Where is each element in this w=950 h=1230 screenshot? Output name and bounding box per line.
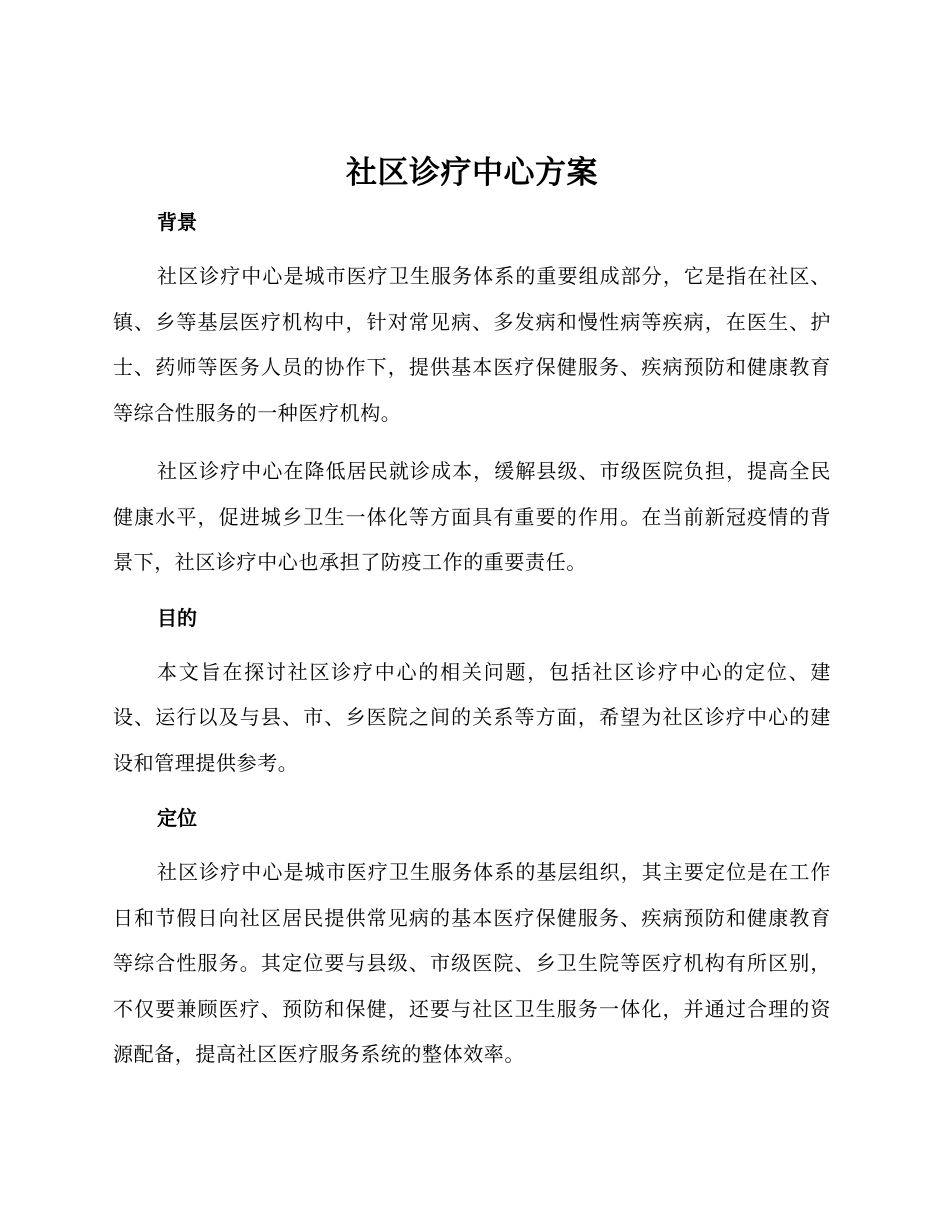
background-paragraph-2: 社区诊疗中心在降低居民就诊成本，缓解县级、市级医院负担，提高全民健康水平，促进城乡卫生一体化等方面具有重要的作用。在当前新冠疫情的背景下，社区诊疗中心也承担了防疫工作的重要责任。 <box>113 459 831 574</box>
document-title: 社区诊疗中心方案 <box>346 155 598 191</box>
purpose-paragraph-1: 本文旨在探讨社区诊疗中心的相关问题，包括社区诊疗中心的定位、建设、运行以及与县、市、乡医院之间的关系等方面，希望为社区诊疗中心的建设和管理提供参考。 <box>113 659 831 775</box>
section-heading-background: 背景 <box>157 210 197 234</box>
positioning-paragraph-1: 社区诊疗中心是城市医疗卫生服务体系的基层组织，其主要定位是在工作日和节假日向社区居民提供常见病的基本医疗保健服务、疾病预防和健康教育等综合性服务。其定位要与县级、市级医院、乡卫生院等医疗机构有所区别，不仅要兼顾医疗、预防和保健，还要与社区卫生服务一体化，并通过合理的资源配备，提高社区医疗服务系统的整体效率。 <box>113 860 831 1066</box>
section-heading-positioning: 定位 <box>157 806 197 830</box>
background-paragraph-1: 社区诊疗中心是城市医疗卫生服务体系的重要组成部分，它是指在社区、镇、乡等基层医疗机构中，针对常见病、多发病和慢性病等疾病，在医生、护士、药师等医务人员的协作下，提供基本医疗保健服务、疾病预防和健康教育等综合性服务的一种医疗机构。 <box>113 264 831 425</box>
section-heading-purpose: 目的 <box>157 605 197 630</box>
document-body <box>113 150 831 1078</box>
